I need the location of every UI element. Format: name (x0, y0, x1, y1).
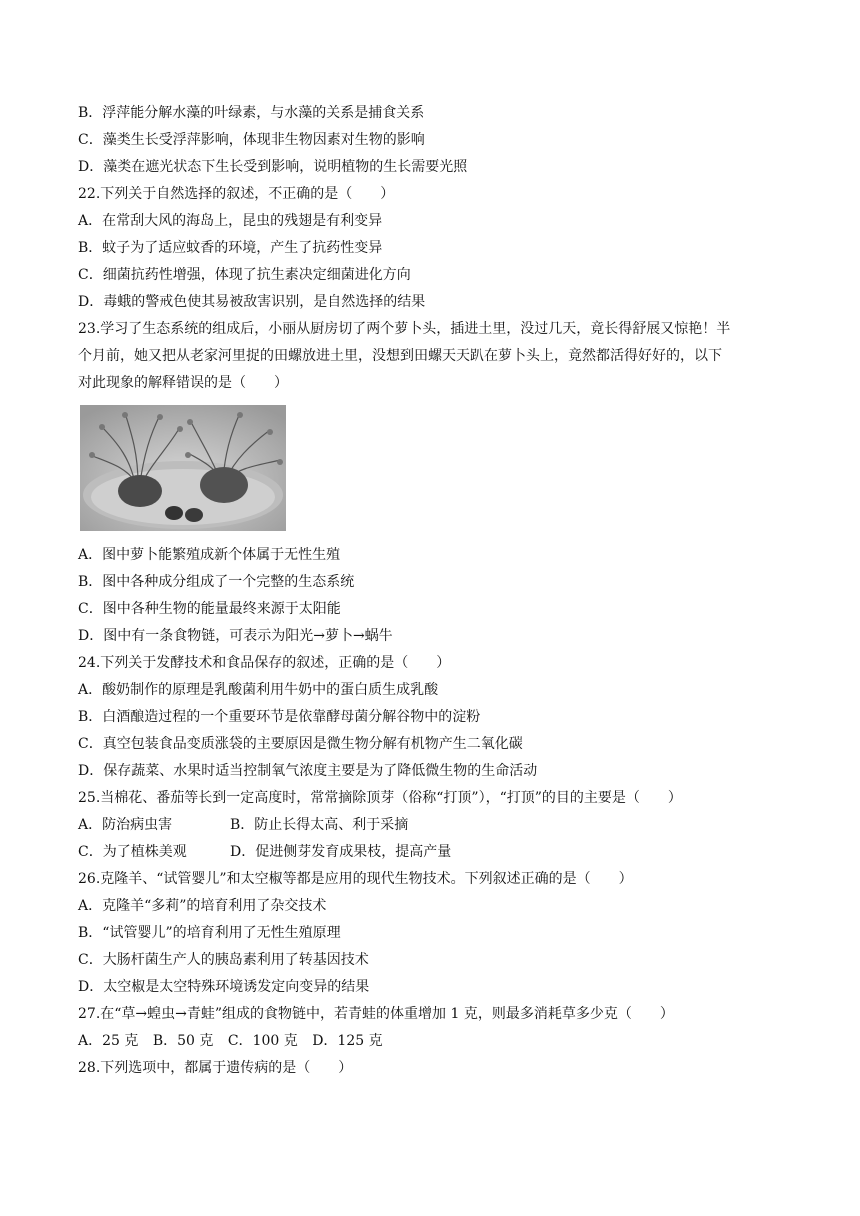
q24-option-d: D．保存蔬菜、水果时适当控制氧气浓度主要是为了降低微生物的生命活动 (78, 763, 538, 779)
q25-option-d: D．促进侧芽发育成果枝，提高产量 (230, 844, 452, 860)
q21-option-b: B．浮萍能分解水藻的叶绿素，与水藻的关系是捕食关系 (78, 105, 425, 121)
q27-option-d: D．125 克 (312, 1033, 383, 1049)
exam-page (78, 100, 798, 1082)
q21-option-d: D．藻类在遮光状态下生长受到影响，说明植物的生长需要光照 (78, 159, 468, 175)
q27-stem: 27.在“草→蝗虫→青蛙”组成的食物链中，若青蛙的体重增加 1 克，则最多消耗草多少克（ ） (78, 1006, 674, 1022)
q24-stem: 24.下列关于发酵技术和食品保存的叙述，正确的是（ ） (78, 655, 451, 671)
q22-stem: 22.下列关于自然选择的叙述，不正确的是（ ） (78, 186, 395, 202)
radish-snail-photo (80, 405, 286, 531)
q25-options-row1 (78, 812, 798, 839)
q26-option-b: B．“试管婴儿”的培育利用了无性生殖原理 (78, 925, 341, 941)
q23-stem-line2: 个月前，她又把从老家河里捉的田螺放进土里，没想到田螺天天趴在萝卜头上，竟然都活得好好的，以下 (78, 348, 722, 364)
q27-option-b: B．50 克 (152, 1033, 214, 1049)
q24-option-a: A．酸奶制作的原理是乳酸菌利用牛奶中的蛋白质生成乳酸 (78, 682, 439, 698)
q24-option-c: C．真空包装食品变质涨袋的主要原因是微生物分解有机物产生二氧化碳 (78, 736, 523, 752)
q26-option-d: D．太空椒是太空特殊环境诱发定向变异的结果 (78, 979, 370, 995)
q22-option-a: A．在常刮大风的海岛上，昆虫的残翅是有利变异 (78, 213, 383, 229)
q27-option-a: A．25 克 (78, 1033, 139, 1049)
q25-option-b: B．防止长得太高、利于采摘 (230, 817, 409, 833)
q21-option-c: C．藻类生长受浮萍影响，体现非生物因素对生物的影响 (78, 132, 425, 148)
q25-option-c: C．为了植株美观 (78, 844, 187, 860)
q25-option-a: A．防治病虫害 (78, 817, 173, 833)
q23-stem-line1: 23.学习了生态系统的组成后，小丽从厨房切了两个萝卜头，插进土里，没过几天，竟长得舒展又惊艳！半 (78, 321, 731, 337)
q22-option-d: D．毒蛾的警戒色使其易被敌害识别，是自然选择的结果 (78, 294, 426, 310)
q23-option-b: B．图中各种成分组成了一个完整的生态系统 (78, 574, 355, 590)
q26-option-a: A．克隆羊“多莉”的培育利用了杂交技术 (78, 898, 327, 914)
q23-stem-line3: 对此现象的解释错误的是（ ） (78, 375, 288, 391)
q25-options-row2 (78, 839, 798, 866)
q24-option-b: B．白酒酿造过程的一个重要环节是依靠酵母菌分解谷物中的淀粉 (78, 709, 481, 725)
q23-option-a: A．图中萝卜能繁殖成新个体属于无性生殖 (78, 547, 341, 563)
q22-option-b: B．蚊子为了适应蚊香的环境，产生了抗药性变异 (78, 240, 383, 256)
q26-stem: 26.克隆羊、“试管婴儿”和太空椒等都是应用的现代生物技术。下列叙述正确的是（ ） (78, 871, 633, 887)
q22-option-c: C．细菌抗药性增强，体现了抗生素决定细菌进化方向 (78, 267, 411, 283)
q25-stem: 25.当棉花、番茄等长到一定高度时，常常摘除顶芽（俗称“打顶”），“打顶”的目的主要是（ ） (78, 790, 682, 806)
q27-options (78, 1028, 798, 1055)
q26-option-c: C．大肠杆菌生产人的胰岛素利用了转基因技术 (78, 952, 369, 968)
q23-option-c: C．图中各种生物的能量最终来源于太阳能 (78, 601, 341, 617)
q28-stem: 28.下列选项中，都属于遗传病的是（ ） (78, 1060, 353, 1076)
q27-option-c: C．100 克 (227, 1033, 298, 1049)
q23-option-d: D．图中有一条食物链，可表示为阳光→萝卜→蜗牛 (78, 628, 393, 644)
